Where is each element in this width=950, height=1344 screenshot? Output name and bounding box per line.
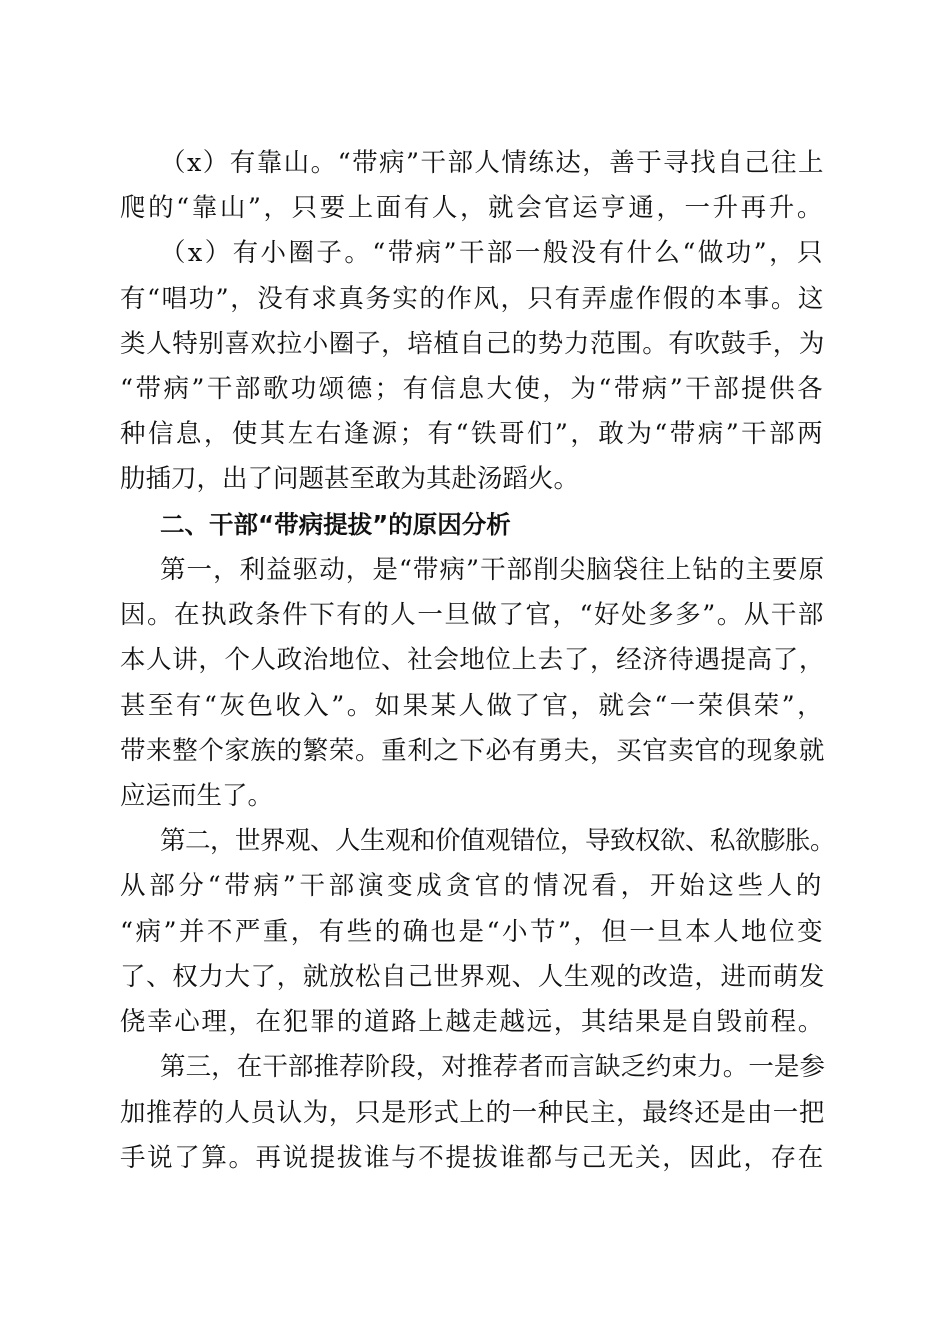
text-line: 甚至有“灰色收入”。如果某人做了官，就会“一荣俱荣”， [120, 691, 826, 721]
text-line: 肋插刀，出了问题甚至敢为其赴汤蹈火。 [120, 464, 580, 494]
text-line: 爬的“靠山”，只要上面有人，就会官运亨通，一升再升。 [120, 193, 825, 223]
text-line: “病”并不严重，有些的确也是“小节”，但一旦本人地位变 [120, 917, 826, 947]
text-line: 侥幸心理，在犯罪的道路上越走越远，其结果是自毁前程。 [120, 1007, 825, 1037]
text-line: 类人特别喜欢拉小圈子，培植自己的势力范围。有吹鼓手，为 [120, 329, 825, 359]
text-line: 第一，利益驱动，是“带病”干部削尖脑袋往上钻的主要原 [160, 555, 826, 585]
text-line: 加推荐的人员认为，只是形式上的一种民主，最终还是由一把 [120, 1098, 825, 1128]
text-line: 第三，在干部推荐阶段，对推荐者而言缺乏约束力。一是参 [160, 1052, 826, 1082]
text-line: 带来整个家族的繁荣。重利之下必有勇夫，买官卖官的现象就 [120, 736, 825, 766]
text-line: （x）有小圈子。“带病”干部一般没有什么“做功”，只 [160, 238, 825, 268]
text-line: 有“唱功”，没有求真务实的作风，只有弄虚作假的本事。这 [120, 284, 825, 314]
text-line: （x）有靠山。“带病”干部人情练达，善于寻找自己往上 [160, 148, 825, 178]
text-line: 第二，世界观、人生观和价值观错位，导致权欲、私欲膨胀。 [160, 826, 836, 856]
text-line: 手说了算。再说提拔谁与不提拔谁都与己无关，因此，存在 [120, 1143, 825, 1173]
text-line: 种信息，使其左右逢源；有“铁哥们”，敢为“带病”干部两 [120, 419, 826, 449]
text-line: “带病”干部歌功颂德；有信息大使，为“带病”干部提供各 [120, 374, 826, 404]
text-line: 因。在执政条件下有的人一旦做了官，“好处多多”。从干部 [120, 600, 825, 630]
text-line: 了、权力大了，就放松自己世界观、人生观的改造，进而萌发 [120, 962, 825, 992]
section-heading: 二、干部“带病提拔”的原因分析 [160, 510, 511, 539]
text-line: 从部分“带病”干部演变成贪官的情况看，开始这些人的 [120, 871, 826, 901]
text-line: 应运而生了。 [120, 781, 274, 811]
text-line: 本人讲，个人政治地位、社会地位上去了，经济待遇提高了， [120, 645, 825, 675]
